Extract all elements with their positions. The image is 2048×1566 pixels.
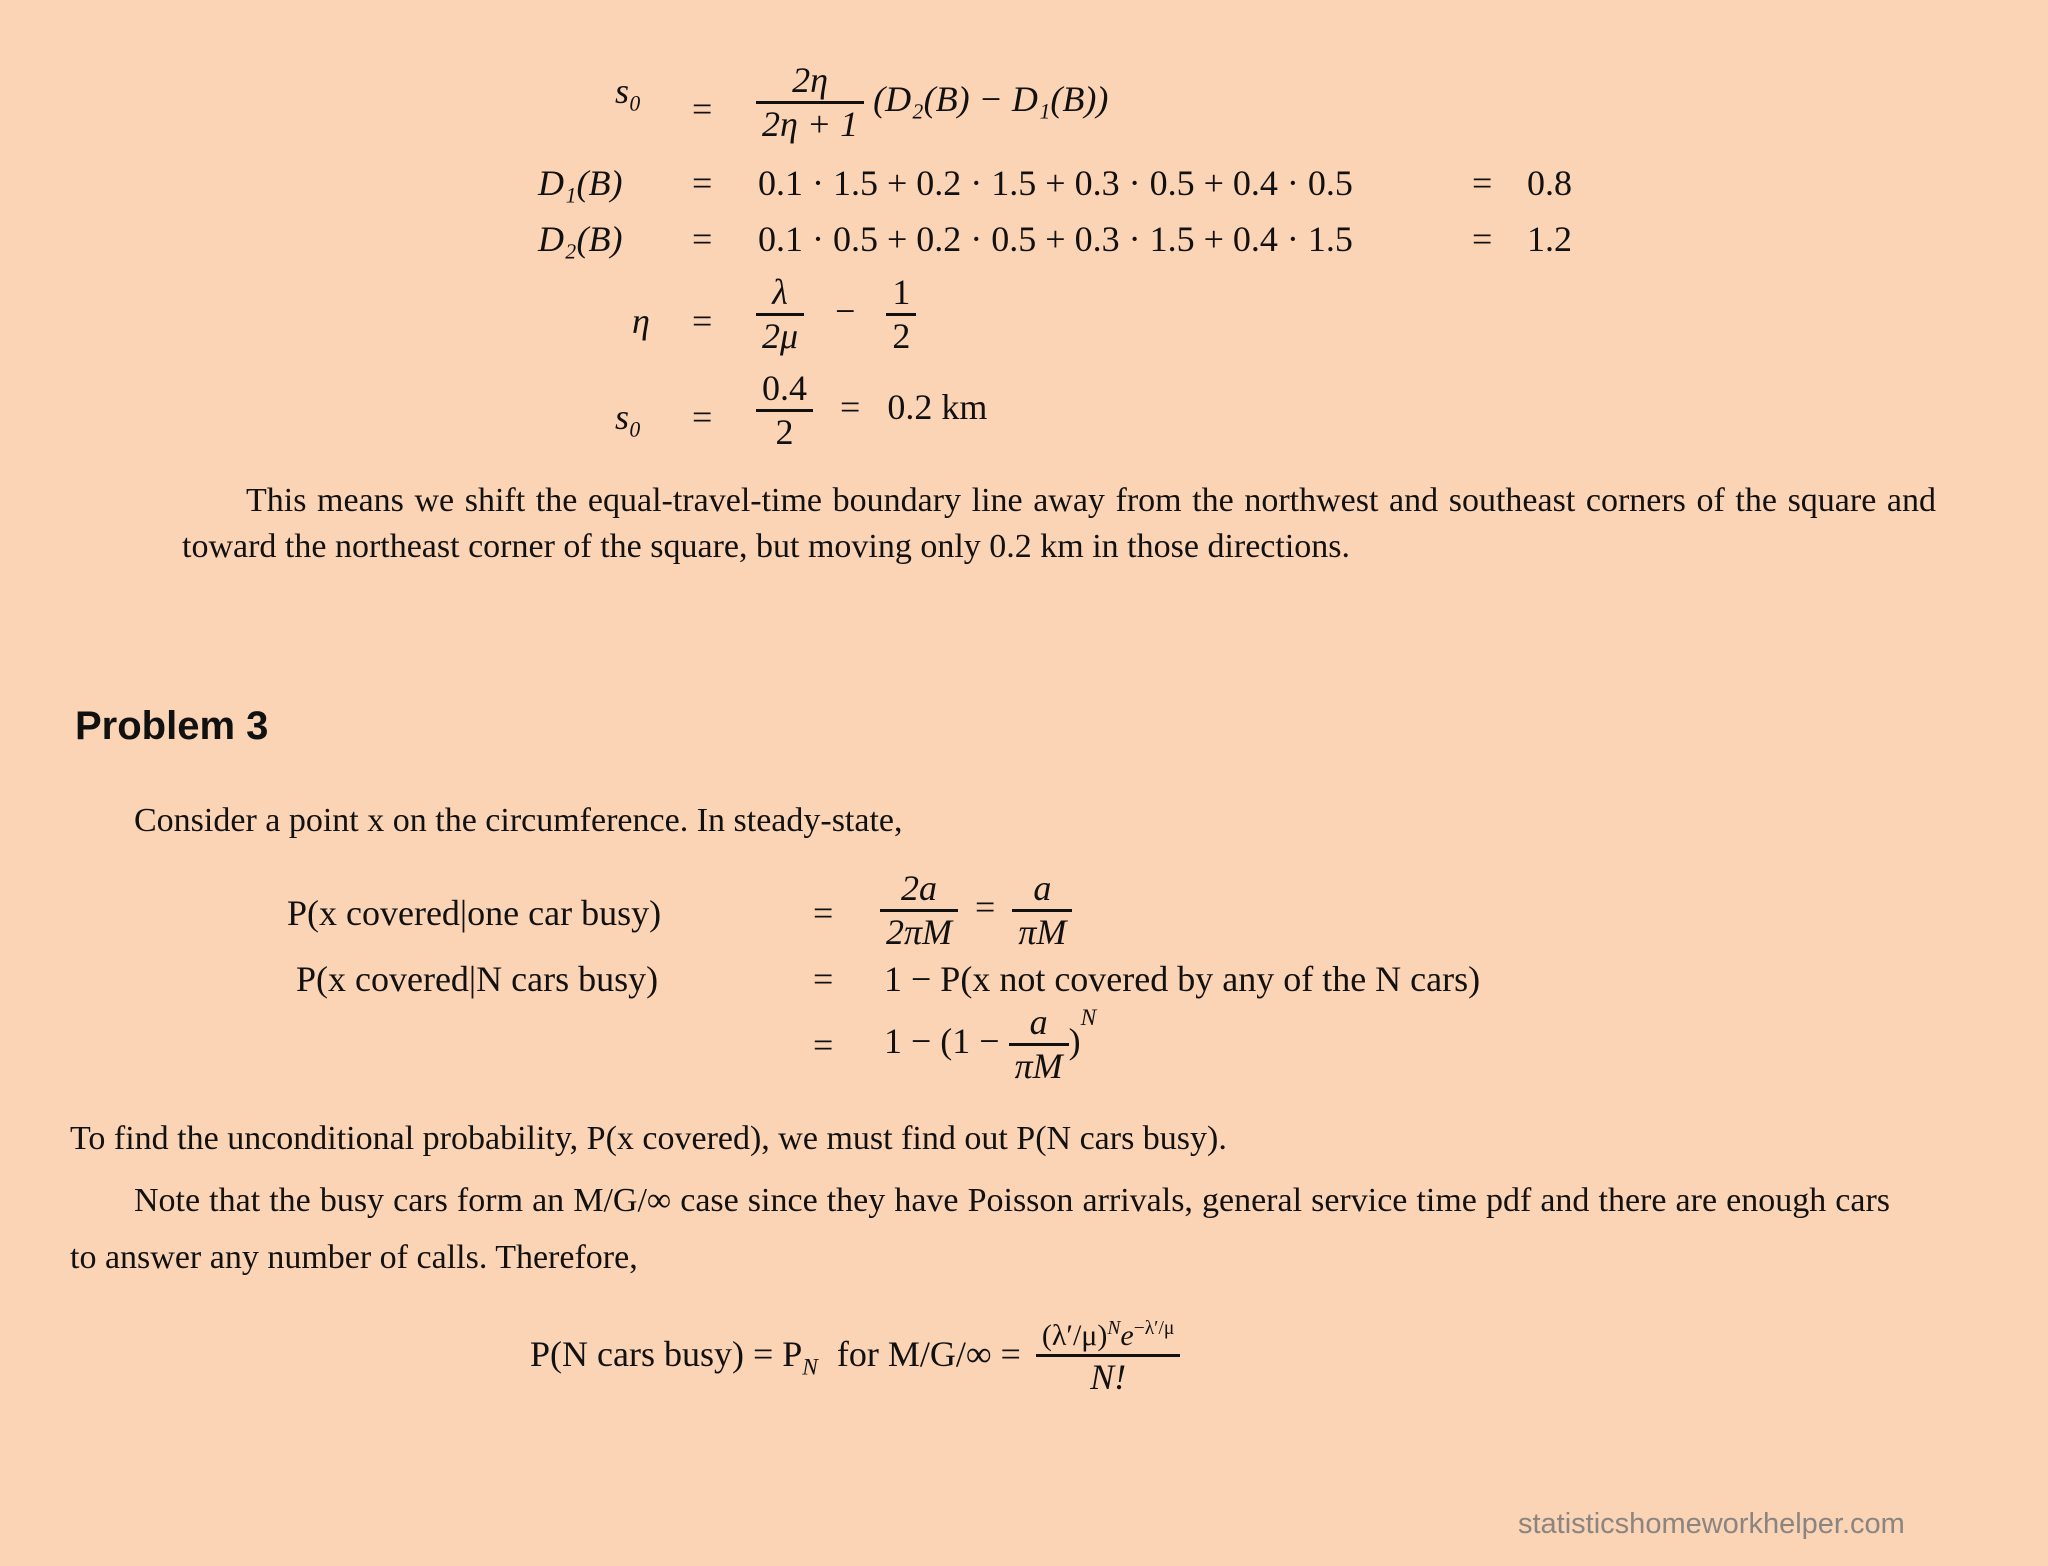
eq-s0-result-fraction: $\frac{0.4}{2}$ <box>756 368 813 454</box>
eq-n-cars-lhs: P(x covered|N cars busy) <box>296 959 659 999</box>
eq-s0-result-rhs: $\frac{0.4}{2}$ = 0.2 km <box>756 368 987 454</box>
eq-s0-result-relation: = <box>692 397 713 437</box>
eq-d2-label: D₂(B) <box>538 219 623 259</box>
eq-s0-relation: = <box>692 89 713 129</box>
eq-final: P(N cars busy) = $P_N$ for M/G/∞ = $\frac{(\lambda'/\mu)^Ne^{-\lambda'/\mu}}{N!}$ <box>530 1318 1180 1398</box>
footer-site-credit: statisticshomeworkhelper.com <box>1518 1508 1905 1540</box>
eq-d2-rhs: 0.1 · 0.5 + 0.2 · 0.5 + 0.3 · 1.5 + 0.4 · 1.5 <box>758 219 1353 259</box>
eq-d1-rhs: 0.1 · 1.5 + 0.2 · 1.5 + 0.3 · 0.5 + 0.4 · 0.5 <box>758 163 1353 203</box>
eq-one-car-fraction-2: $\frac{a}{\pi M}$ <box>1012 868 1072 954</box>
eq-d2-value: 1.2 <box>1527 219 1572 259</box>
paragraph-consider: Consider a point x on the circumference. In steady-state, <box>134 802 903 839</box>
eq-eta-fraction-1: $\frac{\lambda}{2\mu}$ <box>756 272 804 358</box>
eq-n-cars-relation-2: = <box>813 1025 834 1065</box>
eq-d2-relation2: = <box>1472 219 1493 259</box>
eq-eta-fraction-2: $\frac{1}{2}$ <box>886 272 916 358</box>
eq-s0-label: s₀ <box>615 71 642 111</box>
eq-n-cars-fraction: $\frac{a}{\pi M}$ <box>1009 1002 1069 1088</box>
eq-d2-relation: = <box>692 219 713 259</box>
paragraph-boundary-shift: This means we shift the equal-travel-time boundary line away from the northwest and southeast corners of the square and toward the northeast corner of the square, but moving only 0.2 km in those directions. <box>182 482 1936 565</box>
eq-n-cars-relation: = <box>813 959 834 999</box>
paragraph-mg-infinity: Note that the busy cars form an M/G/∞ case since they have Poisson arrivals, general service time pdf and there are enough cars to answer any number of calls. Therefore, <box>70 1182 1890 1276</box>
eq-s0-fraction: $\frac{2\eta}{2\eta + 1}$ <box>756 60 864 146</box>
eq-eta-rhs: $\frac{\lambda}{2\mu}$ − $\frac{1}{2}$ <box>756 272 916 358</box>
eq-one-car-relation: = <box>813 893 834 933</box>
eq-s0-result-label: s₀ <box>615 397 642 437</box>
eq-one-car-lhs: P(x covered|one car busy) <box>287 893 662 933</box>
eq-d1-label: D₁(B) <box>538 163 623 203</box>
eq-d1-value: 0.8 <box>1527 163 1572 203</box>
eq-one-car-fraction-1: $\frac{2a}{2\pi M}$ <box>880 868 958 954</box>
eq-n-cars-rhs: 1 − P(x not covered by any of the N cars) <box>884 959 1481 999</box>
eq-d1-relation: = <box>692 163 713 203</box>
eq-s0-rhs: $\frac{2\eta}{2\eta + 1}$ (D₂(B) − D₁(B)) <box>756 60 1108 146</box>
eq-final-fraction: $\frac{(\lambda'/\mu)^Ne^{-\lambda'/\mu}}{N!}$ <box>1036 1318 1180 1398</box>
eq-d1-relation2: = <box>1472 163 1493 203</box>
eq-eta-relation: = <box>692 301 713 341</box>
eq-eta-label: η <box>632 301 650 341</box>
eq-one-car-rhs: $\frac{2a}{2\pi M}$ = $\frac{a}{\pi M}$ <box>880 868 1072 954</box>
eq-n-cars-rhs-2: 1 − (1 − $\frac{a}{\pi M}$ )$^N$ <box>884 1002 1097 1087</box>
problem-heading: Problem 3 <box>75 704 269 748</box>
paragraph-unconditional: To find the unconditional probability, P(x covered), we must find out P(N cars busy). <box>70 1120 1227 1157</box>
